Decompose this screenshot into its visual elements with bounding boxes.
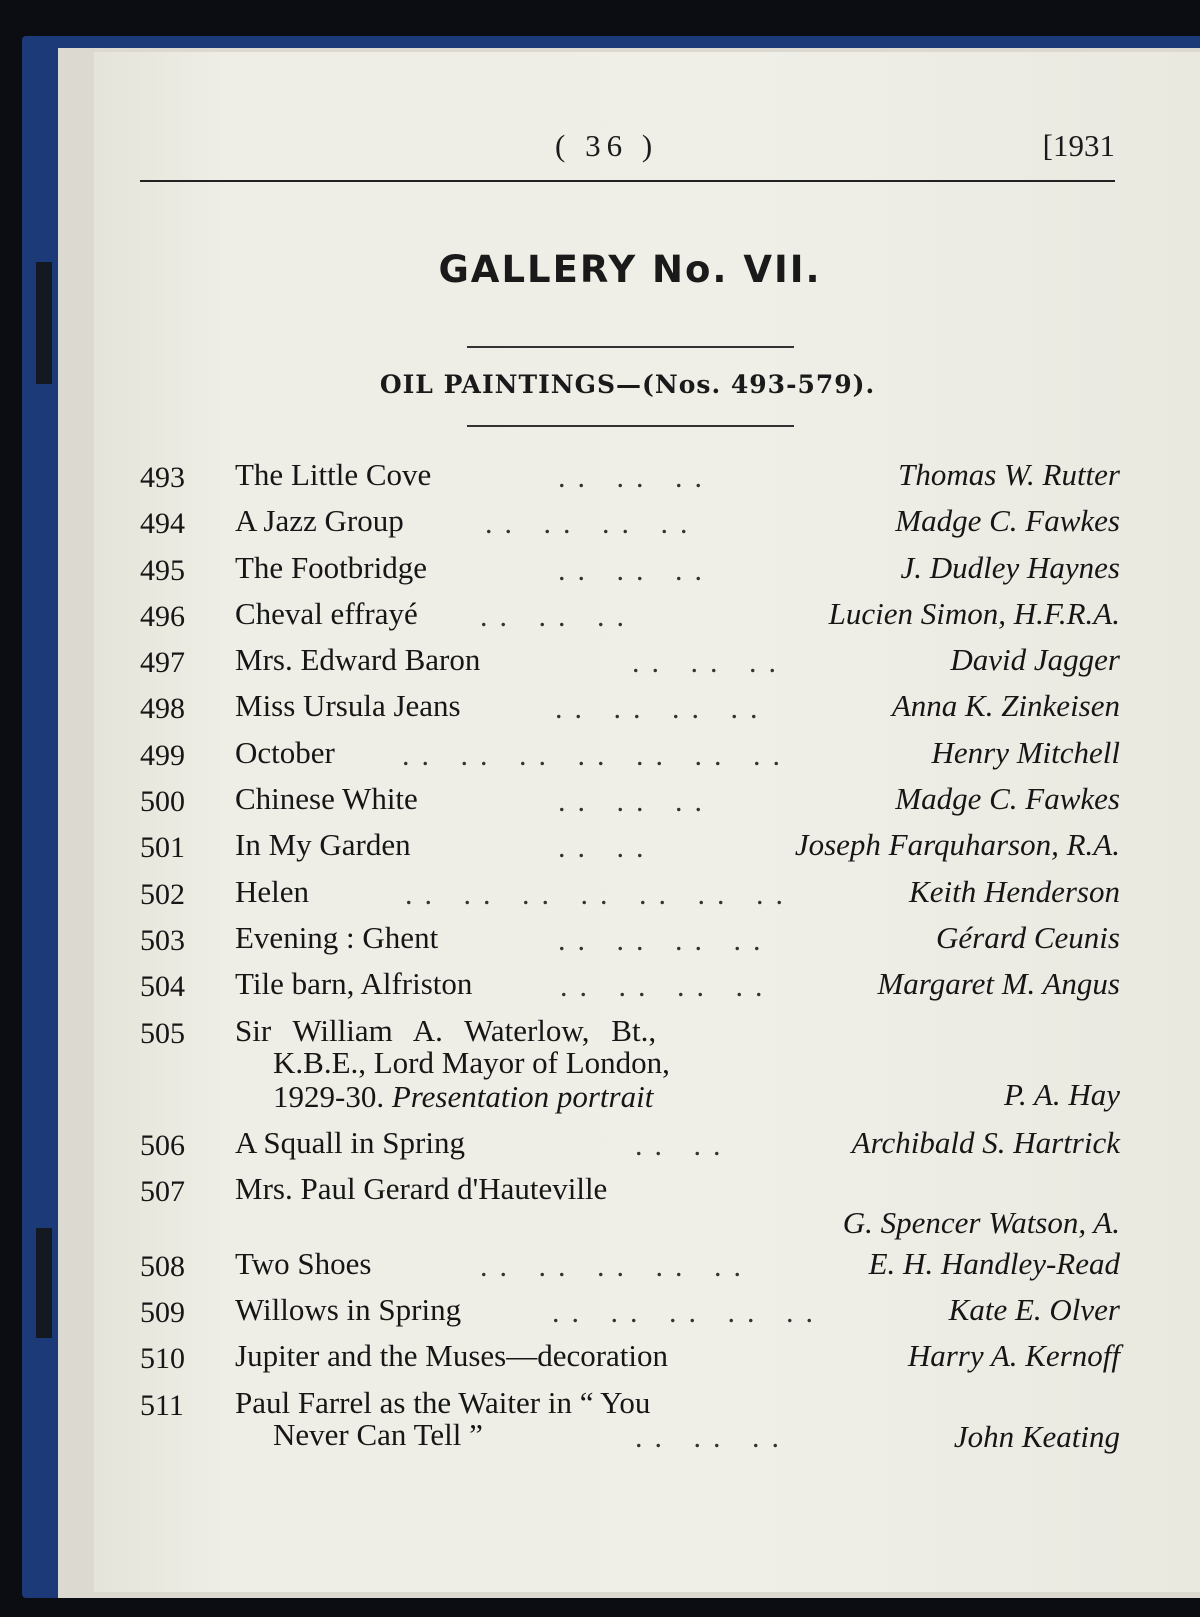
- entry-number: 495: [140, 553, 185, 587]
- entry-title: Paul Farrel as the Waiter in “ You: [235, 1384, 651, 1420]
- entry-title: A Squall in Spring: [235, 1124, 465, 1160]
- catalogue-entry-499: [140, 733, 1120, 779]
- entry-artist: E. H. Handley-Read: [868, 1245, 1120, 1281]
- entry-number: 510: [140, 1342, 185, 1376]
- catalogue-entry-504: [140, 964, 1120, 1010]
- entry-title: In My Garden: [235, 827, 411, 863]
- catalogue-entry-505: [140, 1011, 1120, 1123]
- entry-number: 509: [140, 1296, 185, 1330]
- entry-number: 500: [140, 785, 185, 819]
- year-label: [1931: [1042, 128, 1115, 163]
- catalogue-list: [140, 455, 1120, 1463]
- dot-leader: .. .. .. ..: [558, 923, 773, 957]
- dot-leader: .. .. .. ..: [560, 970, 775, 1004]
- catalogue-entry-510: [140, 1336, 1120, 1382]
- entry-artist: John Keating: [953, 1418, 1120, 1454]
- title-rule-upper: [467, 346, 794, 348]
- catalogue-entry-498: [140, 686, 1120, 732]
- header-rule: [140, 180, 1115, 182]
- entry-artist: Lucien Simon, H.F.R.A.: [828, 595, 1120, 631]
- entry-artist: Madge C. Fawkes: [895, 503, 1120, 539]
- catalogue-entry-495: [140, 548, 1120, 594]
- entry-artist: Margaret M. Angus: [877, 966, 1120, 1002]
- entry-title: Jupiter and the Muses—decoration: [235, 1338, 669, 1374]
- entry-artist: Anna K. Zinkeisen: [891, 688, 1120, 724]
- catalogue-entry-501: [140, 825, 1120, 871]
- gallery-title: GALLERY No. VII.: [438, 248, 822, 291]
- running-head: [140, 128, 1115, 172]
- entry-title: Chinese White: [235, 781, 418, 817]
- dot-leader: .. .. ..: [635, 1420, 791, 1454]
- entry-number: 497: [140, 646, 185, 680]
- dot-leader: .. ..: [635, 1128, 733, 1162]
- entry-title: A Jazz Group: [235, 503, 404, 539]
- dot-leader: .. .. .. ..: [485, 507, 700, 541]
- dot-leader: .. .. .. .. ..: [480, 1249, 753, 1283]
- entry-number: 498: [140, 692, 185, 726]
- entry-number: 511: [140, 1388, 184, 1422]
- entry-number: 504: [140, 970, 185, 1004]
- dot-leader: .. ..: [558, 831, 656, 865]
- dot-leader: .. .. ..: [632, 646, 788, 680]
- catalogue-entry-507: [140, 1169, 1120, 1244]
- page-number: ( 36 ): [555, 128, 659, 163]
- catalogue-entry-506: [140, 1123, 1120, 1169]
- entry-number: 506: [140, 1128, 185, 1162]
- title-rule-lower: [467, 425, 794, 427]
- dot-leader: .. .. ..: [558, 553, 714, 587]
- entry-title-year: 1929-30.: [273, 1078, 385, 1114]
- entry-artist: Madge C. Fawkes: [895, 781, 1120, 817]
- catalogue-entry-493: [140, 455, 1120, 501]
- catalogue-entry-509: [140, 1290, 1120, 1336]
- entry-number: 501: [140, 831, 185, 865]
- entry-number: 494: [140, 507, 185, 541]
- entry-artist: G. Spencer Watson, A.: [842, 1204, 1120, 1240]
- entry-title: Miss Ursula Jeans: [235, 688, 461, 724]
- entry-artist: Keith Henderson: [909, 873, 1120, 909]
- entry-title-continued: K.B.E., Lord Mayor of London,: [273, 1044, 670, 1080]
- entry-title: Mrs. Edward Baron: [235, 642, 481, 678]
- entry-number: 496: [140, 599, 185, 633]
- entry-title: Helen: [235, 873, 310, 909]
- entry-title: The Footbridge: [235, 549, 427, 585]
- entry-title: The Little Cove: [235, 457, 432, 492]
- catalogue-entry-503: [140, 918, 1120, 964]
- dot-leader: .. .. ..: [558, 785, 714, 819]
- catalogue-entry-494: [140, 501, 1120, 547]
- entry-artist: Joseph Farquharson, R.A.: [794, 827, 1120, 863]
- catalogue-entry-496: [140, 594, 1120, 640]
- entry-artist: Thomas W. Rutter: [898, 457, 1120, 492]
- entry-title: Evening : Ghent: [235, 919, 439, 955]
- dot-leader: .. .. .. .. .. .. ..: [405, 877, 795, 911]
- entry-title: Mrs. Paul Gerard d'Hauteville: [235, 1170, 608, 1206]
- entry-description: Presentation portrait: [391, 1078, 654, 1114]
- dot-leader: .. .. .. ..: [555, 692, 770, 726]
- cover-tab-lower: [36, 1228, 52, 1338]
- entry-number: 505: [140, 1016, 185, 1050]
- entry-artist: J. Dudley Haynes: [900, 549, 1120, 585]
- entry-title: Tile barn, Alfriston: [235, 966, 473, 1002]
- entry-title-continued: [273, 1079, 653, 1115]
- entry-artist: Gérard Ceunis: [936, 919, 1120, 955]
- entry-artist: Henry Mitchell: [931, 734, 1120, 770]
- entry-title: Cheval effrayé: [235, 595, 418, 631]
- section-title: OIL PAINTINGS—(Nos. 493-579).: [379, 370, 876, 399]
- catalogue-entry-511: [140, 1383, 1120, 1463]
- entry-title: Sir William A. Waterlow, Bt.,: [235, 1012, 657, 1048]
- entry-artist: P. A. Hay: [1004, 1076, 1120, 1112]
- entry-title: Willows in Spring: [235, 1292, 462, 1328]
- entry-number: 493: [140, 461, 185, 494]
- catalogue-entry-502: [140, 872, 1120, 918]
- entry-title-continued: Never Can Tell ”: [273, 1416, 483, 1452]
- dot-leader: .. .. ..: [480, 599, 636, 633]
- dot-leader: .. .. ..: [558, 461, 714, 494]
- entry-artist: Archibald S. Hartrick: [851, 1124, 1120, 1160]
- entry-number: 502: [140, 877, 185, 911]
- entry-artist: David Jagger: [950, 642, 1120, 678]
- catalogue-entry-500: [140, 779, 1120, 825]
- entry-artist: Kate E. Olver: [948, 1292, 1120, 1328]
- entry-number: 499: [140, 738, 185, 772]
- catalogue-entry-508: [140, 1244, 1120, 1290]
- entry-number: 507: [140, 1174, 185, 1208]
- entry-artist: Harry A. Kernoff: [907, 1338, 1120, 1374]
- entry-number: 503: [140, 923, 185, 957]
- entry-number: 508: [140, 1249, 185, 1283]
- entry-title: October: [235, 734, 335, 770]
- dot-leader: .. .. .. .. ..: [552, 1296, 825, 1330]
- catalogue-entry-497: [140, 640, 1120, 686]
- dot-leader: .. .. .. .. .. .. ..: [402, 738, 792, 772]
- entry-title: Two Shoes: [235, 1245, 372, 1281]
